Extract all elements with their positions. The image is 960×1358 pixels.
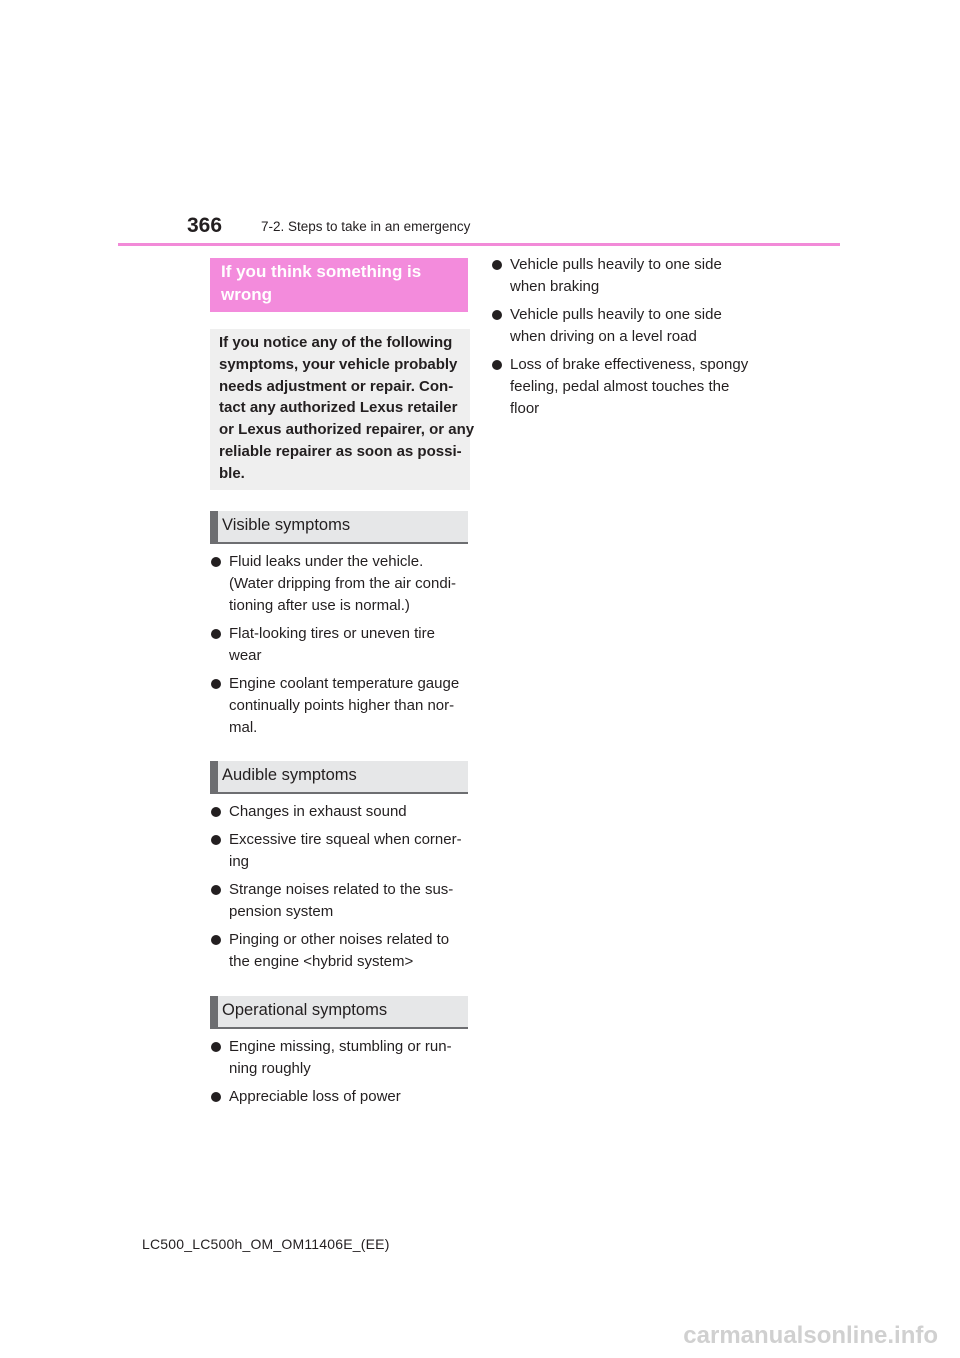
bullet-text: Engine missing, stumbling or run- [229, 1038, 452, 1055]
bullet-text: when driving on a level road [510, 328, 697, 345]
notice-line: ble. [219, 464, 245, 482]
bullet-text: feeling, pedal almost touches the [510, 378, 730, 395]
bullet-text: Fluid leaks under the vehicle. [229, 553, 424, 570]
intro-title-box [210, 258, 468, 312]
operational-symptoms-heading [210, 996, 468, 1029]
intro-title-line: If you think something is [221, 262, 422, 281]
bullet-text: the engine <hybrid system> [229, 953, 414, 970]
bullet-text: ing [229, 853, 250, 870]
heading-label: Audible symptoms [222, 766, 357, 784]
bullet-text: pension system [229, 903, 334, 920]
notice-box [210, 329, 475, 490]
bullet-icon [211, 935, 221, 945]
bullet-icon [211, 807, 221, 817]
bullet-text: continually points higher than nor- [229, 697, 455, 714]
notice-line: tact any authorized Lexus retailer [219, 399, 458, 417]
bullet-icon [211, 679, 221, 689]
bullet-text: ning roughly [229, 1060, 311, 1077]
bullet-icon [211, 885, 221, 895]
notice-line: reliable repairer as soon as possi- [219, 442, 462, 460]
bullet-text: Loss of brake effectiveness, spongy [510, 356, 749, 373]
bullet-text: tioning after use is normal.) [229, 597, 410, 614]
header-rule [118, 243, 840, 246]
bullet-text: Appreciable loss of power [229, 1088, 401, 1105]
section-title: 7-2. Steps to take in an emergency [261, 219, 471, 234]
heading-label: Operational symptoms [222, 1001, 388, 1019]
bullet-text: Changes in exhaust sound [229, 803, 407, 820]
audible-symptoms-heading [210, 761, 468, 794]
footer-code: LC500_LC500h_OM_OM11406E_(EE) [142, 1236, 390, 1252]
bullet-icon [492, 360, 502, 370]
bullet-text: Flat-looking tires or uneven tire [229, 625, 435, 642]
watermark: carmanualsonline.info [683, 1322, 938, 1349]
bullet-icon [211, 629, 221, 639]
bullet-text: Vehicle pulls heavily to one side [510, 306, 722, 323]
bullet-text: Pinging or other noises related to [229, 931, 450, 948]
heading-label: Visible symptoms [222, 516, 351, 534]
bullet-text: mal. [229, 719, 258, 736]
bullet-icon [211, 1042, 221, 1052]
notice-line: or Lexus authorized repairer, or any [219, 421, 475, 439]
notice-line: symptoms, your vehicle probably [219, 355, 458, 373]
bullet-text: when braking [510, 278, 600, 295]
bullet-text: Excessive tire squeal when corner- [229, 831, 462, 848]
bullet-text: Vehicle pulls heavily to one side [510, 256, 722, 273]
intro-title-line: wrong [221, 285, 272, 304]
notice-line: needs adjustment or repair. Con- [219, 377, 454, 395]
bullet-icon [492, 310, 502, 320]
notice-line: If you notice any of the following [219, 334, 453, 351]
page-number: 366 [187, 214, 223, 237]
bullet-icon [211, 835, 221, 845]
bullet-icon [211, 1092, 221, 1102]
bullet-text: Engine coolant temperature gauge [229, 675, 460, 692]
bullet-text: floor [510, 400, 540, 417]
bullet-icon [492, 260, 502, 270]
bullet-text: wear [229, 647, 262, 664]
bullet-icon [211, 557, 221, 567]
bullet-text: Strange noises related to the sus- [229, 881, 454, 898]
visible-symptoms-heading [210, 511, 468, 544]
bullet-text: (Water dripping from the air condi- [229, 575, 457, 592]
